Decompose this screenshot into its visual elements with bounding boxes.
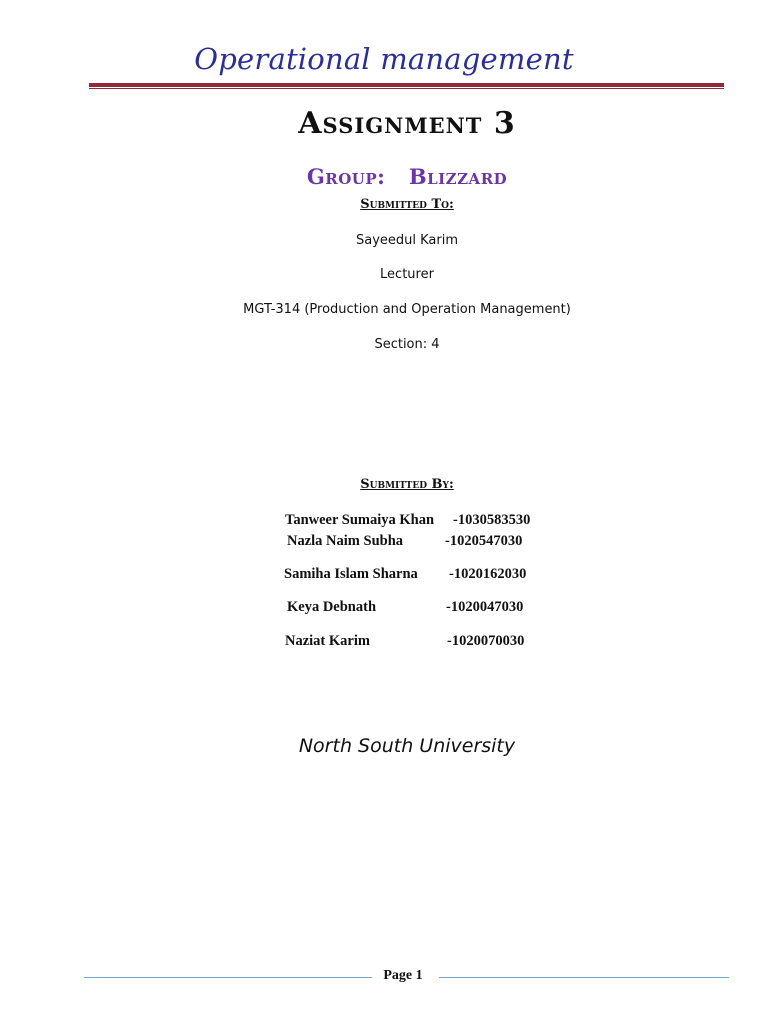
group-label: Group: Blizzard xyxy=(306,164,508,189)
course-title: MGT-314 (Production and Operation Management) xyxy=(243,302,571,317)
header-divider-thick xyxy=(89,83,724,87)
member-id: -1030583530 xyxy=(453,512,531,528)
assignment-title: Assignment 3 xyxy=(298,106,516,141)
page-number: Page 1 xyxy=(383,968,423,983)
footer-divider-right xyxy=(439,977,729,978)
lecturer-name: Sayeedul Karim xyxy=(355,233,459,248)
member-name: Nazla Naim Subha xyxy=(287,533,404,549)
submitted-to-heading: Submitted To: xyxy=(360,197,454,212)
member-name: Tanweer Sumaiya Khan xyxy=(285,512,435,528)
member-id: -1020162030 xyxy=(449,566,527,582)
member-id: -1020047030 xyxy=(446,599,524,615)
member-name: Naziat Karim xyxy=(285,633,370,649)
document-header-title: Operational management xyxy=(194,42,574,76)
member-name: Samiha Islam Sharna xyxy=(284,566,418,582)
member-name: Keya Debnath xyxy=(287,599,377,615)
submitted-by-heading: Submitted By: xyxy=(360,477,454,492)
lecturer-designation: Lecturer xyxy=(380,267,434,282)
member-id: -1020547030 xyxy=(445,533,523,549)
header-divider-thin xyxy=(89,88,724,89)
member-id: -1020070030 xyxy=(447,633,525,649)
university-name: North South University xyxy=(298,735,516,757)
section-number: Section: 4 xyxy=(374,337,440,352)
